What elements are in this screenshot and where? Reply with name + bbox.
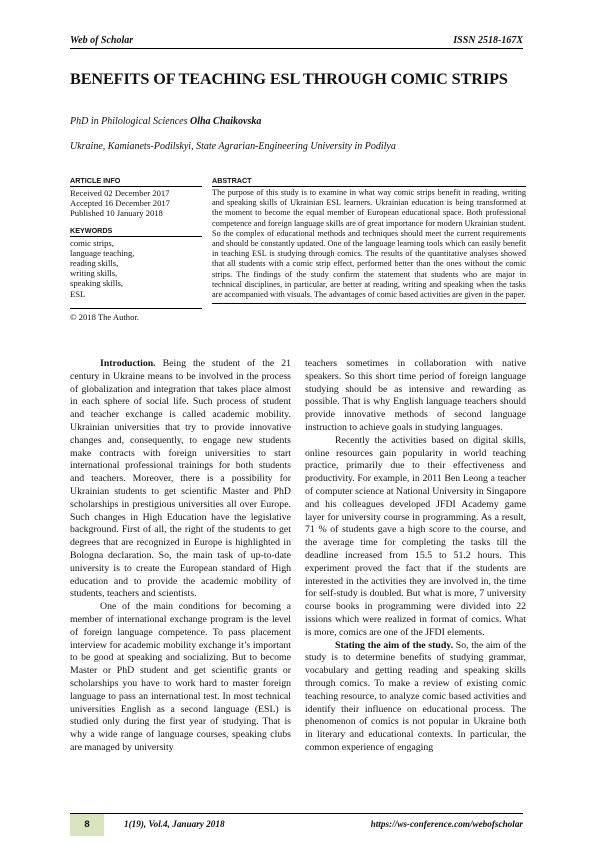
info-divider [70,299,202,309]
article-title: BENEFITS OF TEACHING ESL THROUGH COMIC STRIPS [70,70,508,88]
journal-name: Web of Scholar [70,35,134,46]
keyword-item: reading skills, [70,258,119,269]
keyword-item: comic strips, [70,237,114,248]
journal-url[interactable]: https://ws-conference.com/webofscholar [370,819,523,829]
keywords-heading: KEYWORDS [70,226,202,237]
running-header [70,35,523,49]
author-affiliation: Ukraine, Kamianets-Podilskyi, State Agrarian-Engineering University in Podilya [70,141,396,152]
issn: ISSN 2518-167X [453,35,523,46]
paragraph-introduction [70,358,291,601]
aim-heading: Stating the aim of the study. [335,639,454,651]
introduction-text: Being the student of the 21 century in Ukraine means to be involved in the process of globalization and integration that takes place almost in each sphere of social life. Such process of student and teacher exchange is called academic mobility. Ukrainian universities that try to provide innovative changes and, consequently, to engage new students make contracts with foreign universities to start international professional trainings for both students and teachers. Moreover, there is a possibility for Ukrainian students to get scientific Master and PhD scholarships in prestigious universities all over Europe. Such changes in High Education have the legislative background. First of all, the right of the students to get degrees that are recognized in Europe is highlighted in Bologna declaration. So, the main task of up-to-date university is to create the European standard of High education and to provide the academic mobility of students, teachers and scientists. [70,358,292,600]
published-date: Published 10 January 2018 [70,208,163,219]
aim-text: So, the aim of the study is to determine benefits of studying grammar, vocabulary and getting reading and speaking skills through comics. To make a review of existing comic teaching resource, to analyze comic based activities and identify their influence on educational process. The phenomenon of comics is not popular in Ukraine both in literary and educational contexts. In particular, the common experience of engaging [305,639,526,753]
keyword-item: ESL [70,288,86,299]
keyword-item: language teaching, [70,247,135,258]
body-column-left [70,358,291,755]
paragraph: One of the main conditions for becoming a member of international exchange program is the level of foreign language competence. To pass placement interview for academic mobility exchange it’s important to be good at speaking and socializing. But to become Master or PhD student and get scientific grants or scholarships you have to work hard to master foreign language to pass an international test. In most technical universities English as a second language (ESL) is studied only during the first year of studying. That is why a wide range of language courses, speaking clubs are managed by university [70,601,291,753]
author-line [70,116,261,127]
author-name: Olha Chaikovska [189,116,262,127]
article-body [70,358,526,755]
abstract-text: The purpose of this study is to examine in what way comic strips benefit in reading, writing and speaking skills of Ukrainian ESL learners. Ukrainian education is being transformed at the moment to become the equal member of European educational space. Both professional competence and foreign language skills are of great importance for modern Ukrainian student. So the complex of educational methods and techniques should meet the current requirements and should be constantly updated. One of the language learning tools which can easily benefit in teaching ESL is studying through comics. The results of the quantitative analyses showed that all students with a comic strip effect, performed better than the ones without the comic strips. The findings of the study confirm the statement that students who are major in technical disciplines, in particular, are better at reading, writing and speaking when the tasks are accompanied with visuals. The advantages of comic based activities are given in the paper. [212,188,526,304]
abstract-column [212,176,526,304]
issue-info: 1(19), Vol.4, January 2018 [124,819,225,829]
paragraph: Recently the activities based on digital skills, online resources gain popularity in world teaching practice, primarily due to their effectiveness and productivity. For example, in 2011 Ben Leong a teacher of computer science at National University in Singapore and his colleagues developed JFDI Academy game layer for university course in programming. As a result, 71 % of students gave a high score to the course, and the average time for completing the tasks till the deadline increased from 15.5 to 51.2 hours. This experiment proved the fact that if the students are interested in the activities they are involved in, the time for self-study is doubled. But what is more, 7 university course books in programming were divided into 22 issions which were realized in format of comics. What is more, comics are one of the JFDI elements. [305,434,526,638]
received-date: Received 02 December 2017 [70,188,170,198]
keyword-item: writing skills, [70,268,118,279]
page-number: 8 [70,814,104,836]
article-info-heading: ARTICLE INFO [70,176,202,187]
paragraph-aim [305,640,526,755]
author-degree: PhD in Philological Sciences [70,116,188,127]
copyright-notice: © 2018 The Author. [70,311,139,322]
paragraph-continued: teachers sometimes in collaboration with native speakers. So this short time period of foreign language studying should be as intensive and rewarding as possible. That is why English language teachers should provide innovative methods of second language instruction to achieve goals in studying languages. [305,358,526,433]
body-column-right [305,358,526,755]
article-info-column [70,176,202,322]
keyword-item: speaking skills, [70,278,123,289]
page-footer [70,813,523,836]
accepted-date: Accepted 16 December 2017 [70,198,170,209]
introduction-heading: Introduction. [100,358,156,369]
abstract-heading: ABSTRACT [212,176,526,187]
